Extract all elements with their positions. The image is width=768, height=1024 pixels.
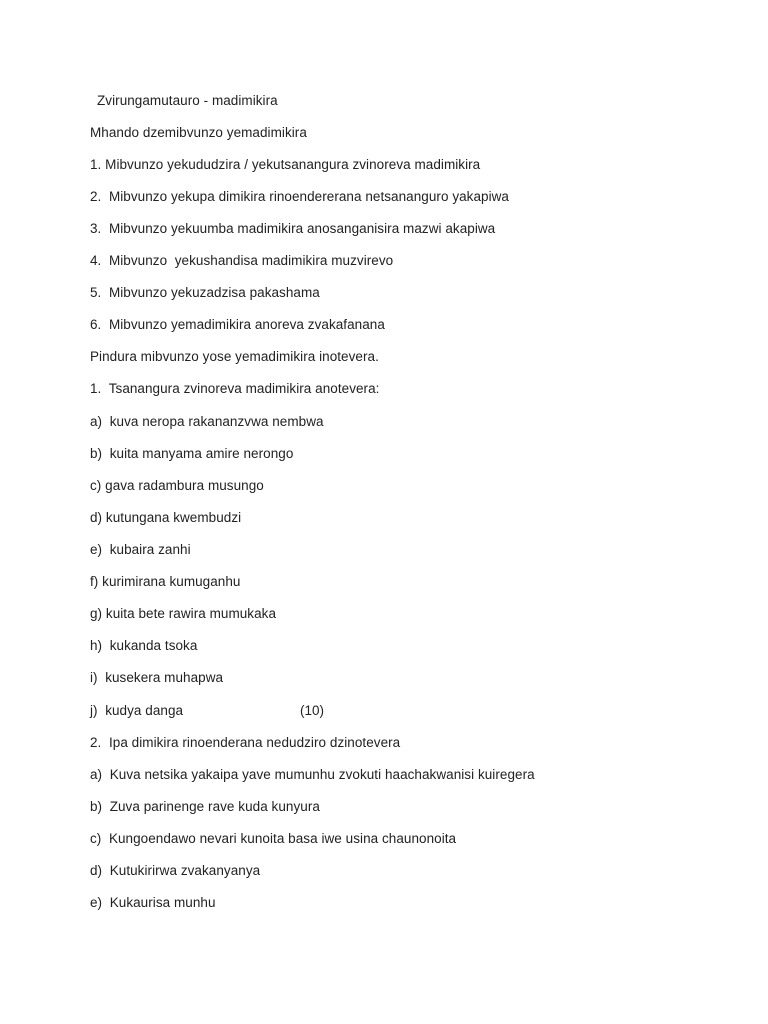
question-1-item: a) kuva neropa rakananzvwa nembwa: [90, 414, 324, 429]
question-1-item: h) kukanda tsoka: [90, 638, 198, 653]
question-2-item: c) Kungoendawo nevari kunoita basa iwe usina chaunonoita: [90, 831, 457, 846]
question-2-item: e) Kukaurisa munhu: [90, 895, 216, 910]
question-1-item: b) kuita manyama amire nerongo: [90, 446, 294, 461]
question-2-heading: 2. Ipa dimikira rinoenderana nedudziro dzinotevera: [90, 735, 401, 750]
question-2-item: d) Kutukirirwa zvakanyanya: [90, 863, 261, 878]
question-1-marks: (10): [300, 703, 325, 718]
question-1-item: i) kusekera muhapwa: [90, 670, 224, 685]
question-type-item: 2. Mibvunzo yekupa dimikira rinoendererana netsananguro yakapiwa: [90, 189, 509, 204]
question-type-item: 4. Mibvunzo yekushandisa madimikira muzvirevo: [90, 253, 394, 268]
question-type-item: 6. Mibvunzo yemadimikira anoreva zvakafanana: [90, 317, 385, 332]
section-heading: Mhando dzemibvunzo yemadimikira: [90, 125, 307, 140]
question-2-item: b) Zuva parinenge rave kuda kunyura: [90, 799, 320, 814]
question-1-item: j) kudya danga: [90, 703, 184, 718]
question-type-item: 1. Mibvunzo yekududzira / yekutsanangura zvinoreva madimikira: [90, 157, 481, 172]
question-type-item: 3. Mibvunzo yekuumba madimikira anosanganisira mazwi akapiwa: [90, 221, 496, 236]
question-1-item: g) kuita bete rawira mumukaka: [90, 606, 277, 621]
question-1-item: f) kurimirana kumuganhu: [90, 574, 241, 589]
question-1-item: d) kutungana kwembudzi: [90, 510, 242, 525]
question-1-item: c) gava radambura musungo: [90, 478, 264, 493]
question-1-heading: 1. Tsanangura zvinoreva madimikira anotevera:: [90, 381, 380, 396]
question-1-item: e) kubaira zanhi: [90, 542, 191, 557]
document-title: Zvirungamutauro - madimikira: [97, 93, 278, 108]
question-type-item: 5. Mibvunzo yekuzadzisa pakashama: [90, 285, 320, 300]
question-2-item: a) Kuva netsika yakaipa yave mumunhu zvokuti haachakwanisi kuiregera: [90, 767, 535, 782]
instruction-text: Pindura mibvunzo yose yemadimikira inotevera.: [90, 349, 379, 364]
